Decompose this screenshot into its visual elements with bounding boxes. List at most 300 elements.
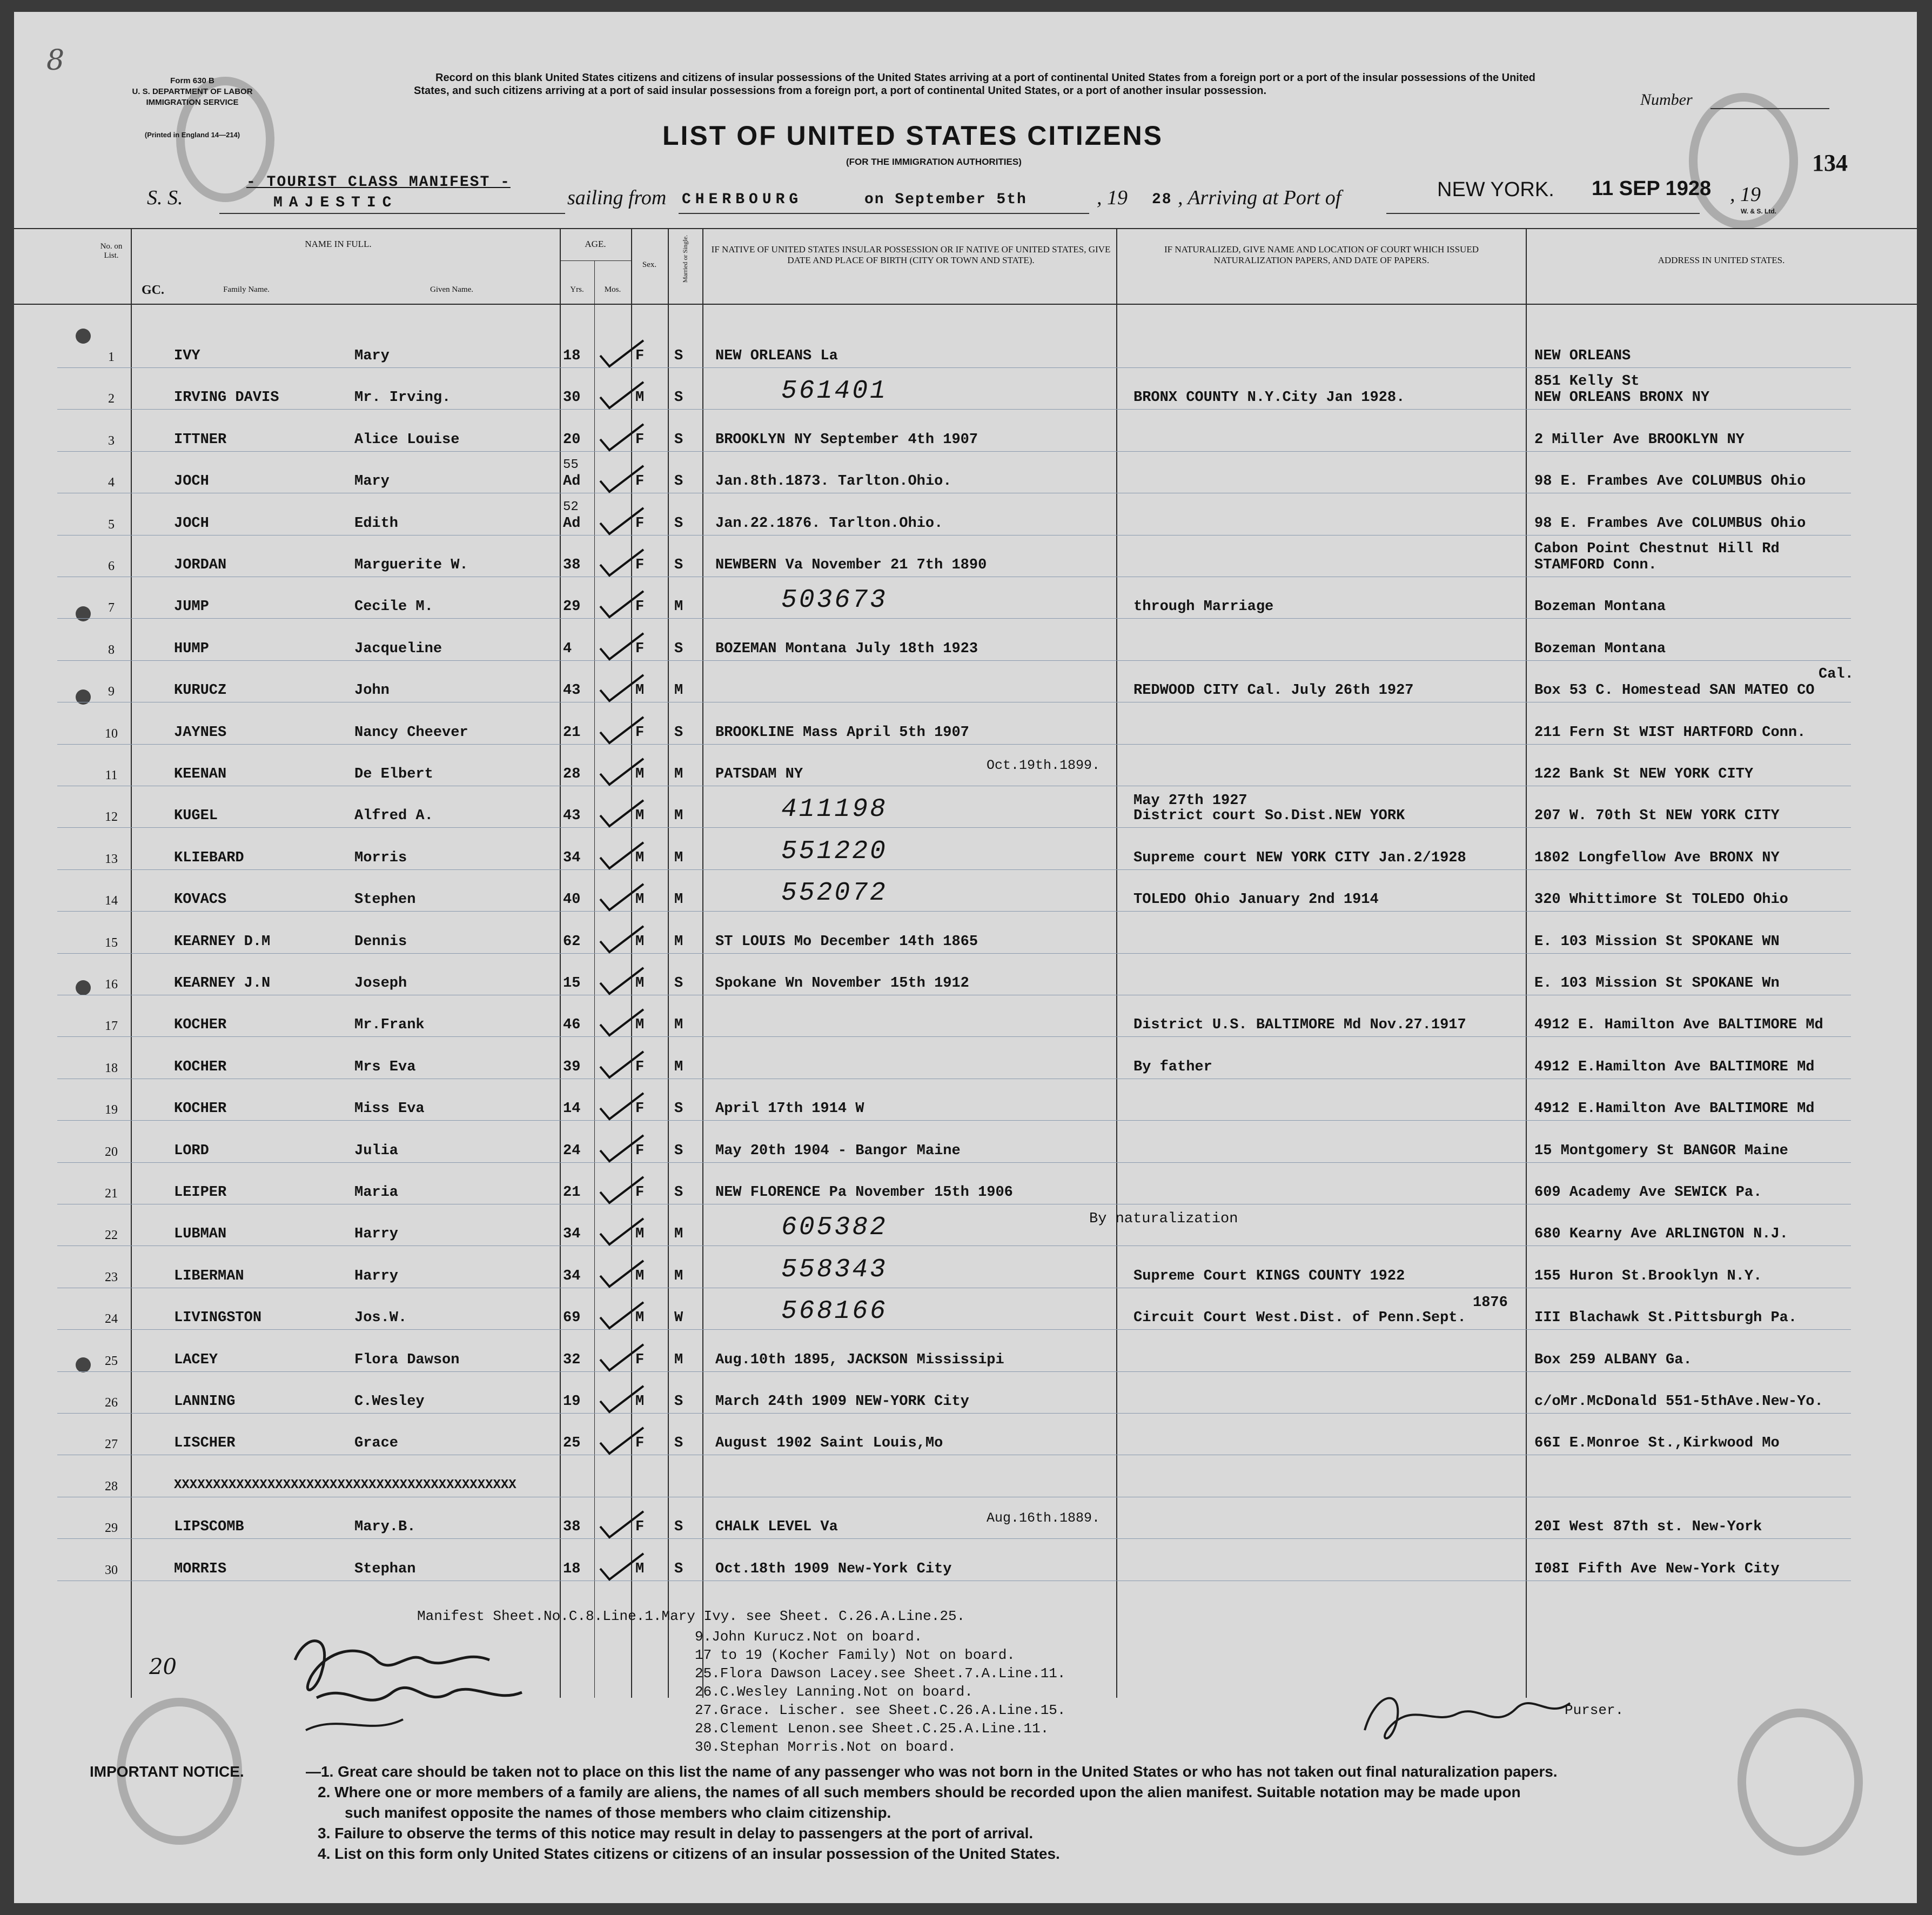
- row-number: 8: [108, 643, 115, 657]
- address: E. 103 Mission St SPOKANE WN: [1534, 934, 1780, 950]
- annotation-line: 9.John Kurucz.Not on board.: [695, 1629, 923, 1645]
- sex: F: [635, 1184, 645, 1201]
- given-name: C.Wesley: [354, 1394, 425, 1410]
- header-given-name: Given Name.: [430, 285, 473, 294]
- birth-info: Spokane Wn November 15th 1912: [715, 975, 969, 992]
- sex: F: [635, 1059, 645, 1075]
- address: III Blachawk St.Pittsburgh Pa.: [1534, 1310, 1797, 1326]
- family-name: KOVACS: [174, 892, 227, 908]
- address: E. 103 Mission St SPOKANE Wn: [1534, 975, 1780, 992]
- check-mark-icon: [598, 1049, 646, 1082]
- sex: F: [635, 473, 645, 490]
- address: 320 Whittimore St TOLEDO Ohio: [1534, 892, 1788, 908]
- sex: M: [635, 1394, 645, 1410]
- marital-status: S: [674, 1394, 683, 1410]
- family-name: MORRIS: [174, 1561, 227, 1577]
- family-name: JORDAN: [174, 557, 227, 573]
- punch-hole: [76, 980, 91, 995]
- form-identification: [106, 76, 279, 140]
- age-years: 39: [563, 1059, 581, 1075]
- row-number: 21: [105, 1187, 118, 1201]
- address: c/oMr.McDonald 551-5thAve.New-Yo.: [1534, 1394, 1823, 1410]
- birth-info: May 20th 1904 - Bangor Maine: [715, 1143, 961, 1159]
- birth-info: Jan.8th.1873. Tarlton.Ohio.: [715, 473, 952, 490]
- given-name: Edith: [354, 515, 399, 532]
- age-years: 20: [563, 432, 581, 448]
- given-name: Mr. Irving.: [354, 390, 451, 406]
- address: 155 Huron St.Brooklyn N.Y.: [1534, 1268, 1762, 1284]
- header-address: ADDRESS IN UNITED STATES.: [1658, 255, 1785, 265]
- col-rule-nat: [1526, 228, 1527, 1698]
- age-years: 21: [563, 725, 581, 741]
- address: Bozeman Montana: [1534, 599, 1666, 615]
- certificate-number: 551220: [781, 837, 888, 866]
- given-name: Mrs Eva: [354, 1059, 416, 1075]
- marital-status: S: [674, 1101, 683, 1117]
- check-mark-icon: [598, 1133, 646, 1166]
- birth-info: BROOKLYN NY September 4th 1907: [715, 432, 978, 448]
- marital-status: S: [674, 1519, 683, 1535]
- family-name: IRVING DAVIS: [174, 390, 279, 406]
- family-name: JOCH: [174, 515, 209, 532]
- given-name: Alice Louise: [354, 432, 460, 448]
- header-mos: Mos.: [604, 285, 621, 294]
- naturalization-info: Supreme court NEW YORK CITY Jan.2/1928: [1133, 850, 1466, 866]
- col-rule-birth: [1116, 228, 1117, 1698]
- sex: M: [635, 850, 645, 866]
- naturalization-info: By father: [1133, 1059, 1212, 1075]
- check-mark-icon: [598, 1007, 646, 1040]
- sex: M: [635, 975, 645, 992]
- sex: M: [635, 682, 645, 699]
- naturalization-info: BRONX COUNTY N.Y.City Jan 1928.: [1133, 390, 1405, 406]
- check-mark-icon: [598, 840, 646, 873]
- marital-status: S: [674, 725, 683, 741]
- age-note: 55: [563, 458, 579, 472]
- marital-status: M: [674, 1017, 683, 1033]
- given-name: Maria: [354, 1184, 399, 1201]
- given-name: Mary.B.: [354, 1519, 416, 1535]
- age-years: 21: [563, 1184, 581, 1201]
- check-mark-icon: [598, 924, 646, 956]
- row-number: 27: [105, 1437, 118, 1451]
- sex: F: [635, 1101, 645, 1117]
- age-years: 25: [563, 1435, 581, 1451]
- col-rule-no: [131, 228, 132, 1698]
- row-rule: [57, 1329, 1851, 1330]
- address: 98 E. Frambes Ave COLUMBUS Ohio: [1534, 515, 1806, 532]
- sex: M: [635, 808, 645, 824]
- marital-status: M: [674, 1226, 683, 1242]
- row-rule: [57, 1036, 1851, 1037]
- age-years: 62: [563, 934, 581, 950]
- marital-status: M: [674, 934, 683, 950]
- naturalization-info: District U.S. BALTIMORE Md Nov.27.1917: [1133, 1017, 1466, 1033]
- marital-status: S: [674, 1143, 683, 1159]
- age-years: 43: [563, 682, 581, 699]
- check-mark-icon: [598, 1509, 646, 1542]
- marital-status: S: [674, 1435, 683, 1451]
- family-name: LIPSCOMB: [174, 1519, 244, 1535]
- sailing-year: 28: [1152, 191, 1172, 208]
- certificate-number: 503673: [781, 586, 888, 615]
- manifest-class: - TOURIST CLASS MANIFEST -: [246, 174, 511, 191]
- naturalization-note: May 27th 1927: [1133, 793, 1247, 809]
- sex: F: [635, 641, 645, 657]
- check-mark-icon: [598, 338, 646, 371]
- marital-status: M: [674, 1059, 683, 1075]
- address: 4912 E.Hamilton Ave BALTIMORE Md: [1534, 1059, 1815, 1075]
- address: 609 Academy Ave SEWICK Pa.: [1534, 1184, 1762, 1201]
- address: 1802 Longfellow Ave BRONX NY: [1534, 850, 1780, 866]
- address: 211 Fern St WIST HARTFORD Conn.: [1534, 725, 1806, 741]
- row-number: 6: [108, 559, 115, 573]
- header-sex: Sex.: [642, 260, 657, 269]
- header-name-in-full: NAME IN FULL.: [305, 239, 372, 249]
- address-note: Cabon Point Chestnut Hill Rd: [1534, 541, 1780, 557]
- marital-status: M: [674, 892, 683, 908]
- marital-status: S: [674, 432, 683, 448]
- row-rule: [57, 869, 1851, 870]
- address: 4912 E.Hamilton Ave BALTIMORE Md: [1534, 1101, 1815, 1117]
- birth-info: NEWBERN Va November 21 7th 1890: [715, 557, 987, 573]
- address: 15 Montgomery St BANGOR Maine: [1534, 1143, 1788, 1159]
- sex: M: [635, 1017, 645, 1033]
- header-married-single: Married or Single.: [681, 235, 689, 283]
- given-name: Julia: [354, 1143, 399, 1159]
- row-number: 12: [105, 810, 118, 824]
- certificate-number: 561401: [781, 377, 888, 406]
- row-number: 2: [108, 392, 115, 406]
- margin-number: 20: [149, 1655, 177, 1679]
- family-name: LEIPER: [174, 1184, 227, 1201]
- annotation-line: 25.Flora Dawson Lacey.see Sheet.7.A.Line.11.: [695, 1665, 1066, 1682]
- marital-status: M: [674, 766, 683, 782]
- address: Box 259 ALBANY Ga.: [1534, 1352, 1692, 1368]
- header-family-name: Family Name.: [223, 285, 270, 294]
- age-years: 29: [563, 599, 581, 615]
- family-name: XXXXXXXXXXXXXXXXXXXXXXXXXXXXXXXXXXXXXXXXXXXX: [174, 1478, 516, 1492]
- row-number: 3: [108, 434, 115, 448]
- annotation-line: 17 to 19 (Kocher Family) Not on board.: [695, 1647, 1015, 1663]
- birth-info: August 1902 Saint Louis,Mo: [715, 1435, 943, 1451]
- age-subheader-rule: [560, 260, 631, 261]
- family-name: ITTNER: [174, 432, 227, 448]
- given-name: De Elbert: [354, 766, 433, 782]
- check-mark-icon: [598, 715, 646, 747]
- row-number: 25: [105, 1354, 118, 1368]
- age-years: 38: [563, 557, 581, 573]
- family-name: KUGEL: [174, 808, 218, 824]
- row-number: 29: [105, 1521, 118, 1535]
- sex: F: [635, 1143, 645, 1159]
- check-mark-icon: [598, 673, 646, 705]
- given-name: Stephan: [354, 1561, 416, 1577]
- marital-status: S: [674, 390, 683, 406]
- sex: M: [635, 390, 645, 406]
- address: 20I West 87th st. New-York: [1534, 1519, 1762, 1535]
- year-label: , 19: [1097, 186, 1128, 209]
- sex: F: [635, 557, 645, 573]
- sex: F: [635, 348, 645, 364]
- header-gc: GC.: [142, 283, 164, 297]
- birth-info: BOZEMAN Montana July 18th 1923: [715, 641, 978, 657]
- marital-status: S: [674, 557, 683, 573]
- given-name: Joseph: [354, 975, 407, 992]
- address: 4912 E. Hamilton Ave BALTIMORE Md: [1534, 1017, 1823, 1033]
- family-name: LISCHER: [174, 1435, 236, 1451]
- number-label: Number: [1640, 91, 1693, 109]
- row-number: 22: [105, 1228, 118, 1242]
- sex: M: [635, 1268, 645, 1284]
- arrival-date-stamp: 11 SEP 1928: [1592, 177, 1712, 200]
- age-years: 40: [563, 892, 581, 908]
- given-name: Grace: [354, 1435, 399, 1451]
- row-number: 9: [108, 685, 115, 699]
- sex: F: [635, 1435, 645, 1451]
- naturalization-note: By naturalization: [1089, 1211, 1238, 1227]
- row-rule: [57, 911, 1851, 912]
- given-name: Jos.W.: [354, 1310, 407, 1326]
- manifest-sheet: [14, 12, 1917, 1903]
- annotation-line: Manifest Sheet.No.C.8.Line.1.Mary Ivy. see Sheet. C.26.A.Line.25.: [417, 1608, 965, 1624]
- age-years: 32: [563, 1352, 581, 1368]
- notice-item: 3. Failure to observe the terms of this notice may result in delay to passengers at the port of arrival.: [318, 1825, 1034, 1842]
- row-number: 28: [105, 1479, 118, 1494]
- row-rule: [57, 618, 1851, 619]
- ss-label: S. S.: [147, 186, 183, 209]
- row-rule: [57, 409, 1851, 410]
- certificate-number: 411198: [781, 795, 888, 824]
- given-name: John: [354, 682, 390, 699]
- number-field-line: [1710, 108, 1829, 109]
- row-number: 20: [105, 1145, 118, 1159]
- address: 66I E.Monroe St.,Kirkwood Mo: [1534, 1435, 1780, 1451]
- family-name: KEARNEY D.M: [174, 934, 271, 950]
- family-name: KOCHER: [174, 1017, 227, 1033]
- address: NEW ORLEANS BRONX NY: [1534, 390, 1710, 406]
- given-name: Alfred A.: [354, 808, 433, 824]
- given-name: Harry: [354, 1226, 399, 1242]
- row-rule: [57, 1120, 1851, 1121]
- certificate-number: 552072: [781, 879, 888, 908]
- given-name: Nancy Cheever: [354, 725, 468, 741]
- birth-info: NEW ORLEANS La: [715, 348, 838, 364]
- address: 122 Bank St NEW YORK CITY: [1534, 766, 1754, 782]
- given-name: Flora Dawson: [354, 1352, 460, 1368]
- row-rule: [57, 1538, 1851, 1539]
- certificate-number: 568166: [781, 1297, 888, 1326]
- family-name: LACEY: [174, 1352, 218, 1368]
- age-years: 15: [563, 975, 581, 992]
- birth-info: BROOKLINE Mass April 5th 1907: [715, 725, 969, 741]
- margin-mark: 8: [46, 44, 65, 77]
- row-number: 30: [105, 1563, 118, 1577]
- age-years: 28: [563, 766, 581, 782]
- annotation-line: 27.Grace. Lischer. see Sheet.C.26.A.Line.15.: [695, 1702, 1066, 1718]
- notice-item: —1. Great care should be taken not to place on this list the name of any passenger who was not born in the United States or who has not taken out final naturalization papers.: [306, 1763, 1558, 1780]
- certificate-number: 558343: [781, 1255, 888, 1284]
- header-bottom-rule: [14, 304, 1917, 305]
- header-age: AGE.: [585, 239, 606, 249]
- row-number: 13: [105, 852, 118, 866]
- row-number: 24: [105, 1312, 118, 1326]
- header-naturalized: IF NATURALIZED, GIVE NAME AND LOCATION OF COURT WHICH ISSUED NATURALIZATION PAPERS, AND DATE OF PAPERS.: [1164, 244, 1479, 265]
- address-note: Cal.: [1819, 666, 1854, 682]
- family-name: KOCHER: [174, 1059, 227, 1075]
- header-yrs: Yrs.: [570, 285, 584, 294]
- arrival-year-label: , 19: [1730, 183, 1761, 206]
- punch-hole: [76, 1357, 91, 1372]
- check-mark-icon: [598, 882, 646, 914]
- check-mark-icon: [598, 506, 646, 538]
- page-number: 134: [1812, 150, 1848, 176]
- address: 207 W. 70th St NEW YORK CITY: [1534, 808, 1780, 824]
- address: Box 53 C. Homestead SAN MATEO CO: [1534, 682, 1815, 699]
- sex: F: [635, 725, 645, 741]
- sailing-port: CHERBOURG: [682, 191, 803, 208]
- annotation-line: 28.Clement Lenon.see Sheet.C.25.A.Line.11.: [695, 1720, 1049, 1737]
- row-rule: [57, 1162, 1851, 1163]
- check-mark-icon: [598, 422, 646, 454]
- col-rule-ms: [702, 228, 703, 1698]
- address: STAMFORD Conn.: [1534, 557, 1657, 573]
- birth-date-note: Oct.19th.1899.: [987, 758, 1101, 773]
- col-rule-given: [560, 228, 561, 1698]
- row-number: 10: [105, 727, 118, 741]
- family-name: KURUCZ: [174, 682, 227, 699]
- header-no-on-list: No. on List.: [100, 242, 123, 260]
- purser-signature: [1354, 1682, 1592, 1757]
- age-years: 30: [563, 390, 581, 406]
- birth-date-note: Aug.16th.1889.: [987, 1510, 1101, 1526]
- col-rule-sex: [668, 228, 669, 1698]
- row-rule: [57, 953, 1851, 954]
- age-years: 4: [563, 641, 572, 657]
- sailing-underline: [679, 213, 1089, 214]
- row-number: 14: [105, 894, 118, 908]
- check-mark-icon: [598, 1342, 646, 1375]
- naturalization-info: TOLEDO Ohio January 2nd 1914: [1133, 892, 1379, 908]
- sex: M: [635, 892, 645, 908]
- address: NEW ORLEANS: [1534, 348, 1631, 364]
- arrival-underline: [1386, 213, 1700, 214]
- family-name: LORD: [174, 1143, 209, 1159]
- row-rule: [57, 451, 1851, 452]
- age-years: 14: [563, 1101, 581, 1117]
- naturalization-info: Circuit Court West.Dist. of Penn.Sept.: [1133, 1310, 1466, 1326]
- sex: F: [635, 432, 645, 448]
- family-name: LANNING: [174, 1394, 236, 1410]
- address: 98 E. Frambes Ave COLUMBUS Ohio: [1534, 473, 1806, 490]
- printer-mark: W. & S. Ltd.: [1741, 207, 1776, 215]
- marital-status: S: [674, 348, 683, 364]
- given-name: Dennis: [354, 934, 407, 950]
- age-years: 18: [563, 1561, 581, 1577]
- ship-name: MAJESTIC: [273, 195, 398, 211]
- marital-status: M: [674, 808, 683, 824]
- printed-note: (Printed in England 14—214): [144, 131, 240, 139]
- given-name: Jacqueline: [354, 641, 442, 657]
- row-number: 18: [105, 1061, 118, 1075]
- birth-info: Jan.22.1876. Tarlton.Ohio.: [715, 515, 943, 532]
- punch-hole: [76, 606, 91, 621]
- family-name: IVY: [174, 348, 200, 364]
- row-number: 26: [105, 1396, 118, 1410]
- certificate-number: 605382: [781, 1213, 888, 1242]
- marital-status: S: [674, 473, 683, 490]
- family-name: KEARNEY J.N: [174, 975, 271, 992]
- given-name: Miss Eva: [354, 1101, 425, 1117]
- row-number: 17: [105, 1019, 118, 1033]
- check-mark-icon: [598, 1425, 646, 1458]
- address: 2 Miller Ave BROOKLYN NY: [1534, 432, 1745, 448]
- marital-status: S: [674, 515, 683, 532]
- check-mark-icon: [598, 1258, 646, 1291]
- row-rule: [57, 1413, 1851, 1414]
- naturalization-info: District court So.Dist.NEW YORK: [1133, 808, 1405, 824]
- marital-status: M: [674, 682, 683, 699]
- age-years: 34: [563, 1268, 581, 1284]
- row-number: 16: [105, 977, 118, 992]
- age-years: Ad: [563, 515, 581, 532]
- age-years: 34: [563, 1226, 581, 1242]
- row-number: 7: [108, 601, 115, 615]
- marital-status: S: [674, 1184, 683, 1201]
- marital-status: S: [674, 1561, 683, 1577]
- check-mark-icon: [598, 1384, 646, 1416]
- col-rule-yrs: [594, 260, 595, 1698]
- sex: F: [635, 515, 645, 532]
- sex: M: [635, 1561, 645, 1577]
- department-name: U. S. DEPARTMENT OF LABOR: [132, 87, 253, 96]
- marital-status: M: [674, 1268, 683, 1284]
- notice-item: 2. Where one or more members of a family are aliens, the names of all such members should be recorded upon the alien manifest. Suitable notation may be made upon: [318, 1784, 1521, 1800]
- given-name: Mary: [354, 348, 390, 364]
- preamble-text: Record on this blank United States citizens and citizens of insular possessions of the United States arriving at a port of continental United States from a foreign port or a port of the insular possessions of the United States, and such citizens arriving at a port of said insular possessions from a foreign port, a port of continental United States, or a port of another insular possession.: [414, 72, 1535, 97]
- row-rule: [57, 744, 1851, 745]
- age-years: 69: [563, 1310, 581, 1326]
- birth-info: Oct.18th 1909 New-York City: [715, 1561, 952, 1577]
- given-name: Harry: [354, 1268, 399, 1284]
- row-number: 4: [108, 476, 115, 490]
- row-number: 11: [105, 768, 118, 782]
- age-years: 43: [563, 808, 581, 824]
- age-years: 19: [563, 1394, 581, 1410]
- family-name: HUMP: [174, 641, 209, 657]
- birth-info: April 17th 1914 W: [715, 1101, 864, 1117]
- birth-info: NEW FLORENCE Pa November 15th 1906: [715, 1184, 1013, 1201]
- check-mark-icon: [598, 1216, 646, 1249]
- family-name: JUMP: [174, 599, 209, 615]
- row-rule: [57, 1371, 1851, 1372]
- service-name: IMMIGRATION SERVICE: [146, 98, 239, 107]
- marital-status: M: [674, 850, 683, 866]
- age-note: 52: [563, 500, 579, 514]
- address: I08I Fifth Ave New-York City: [1534, 1561, 1780, 1577]
- check-mark-icon: [598, 756, 646, 789]
- age-years: 46: [563, 1017, 581, 1033]
- check-mark-icon: [598, 1300, 646, 1333]
- sex: M: [635, 934, 645, 950]
- punch-hole: [76, 329, 91, 344]
- marital-status: M: [674, 599, 683, 615]
- birth-info: ST LOUIS Mo December 14th 1865: [715, 934, 978, 950]
- marital-status: W: [674, 1310, 683, 1326]
- family-name: KOCHER: [174, 1101, 227, 1117]
- given-name: Marguerite W.: [354, 557, 468, 573]
- check-mark-icon: [598, 547, 646, 580]
